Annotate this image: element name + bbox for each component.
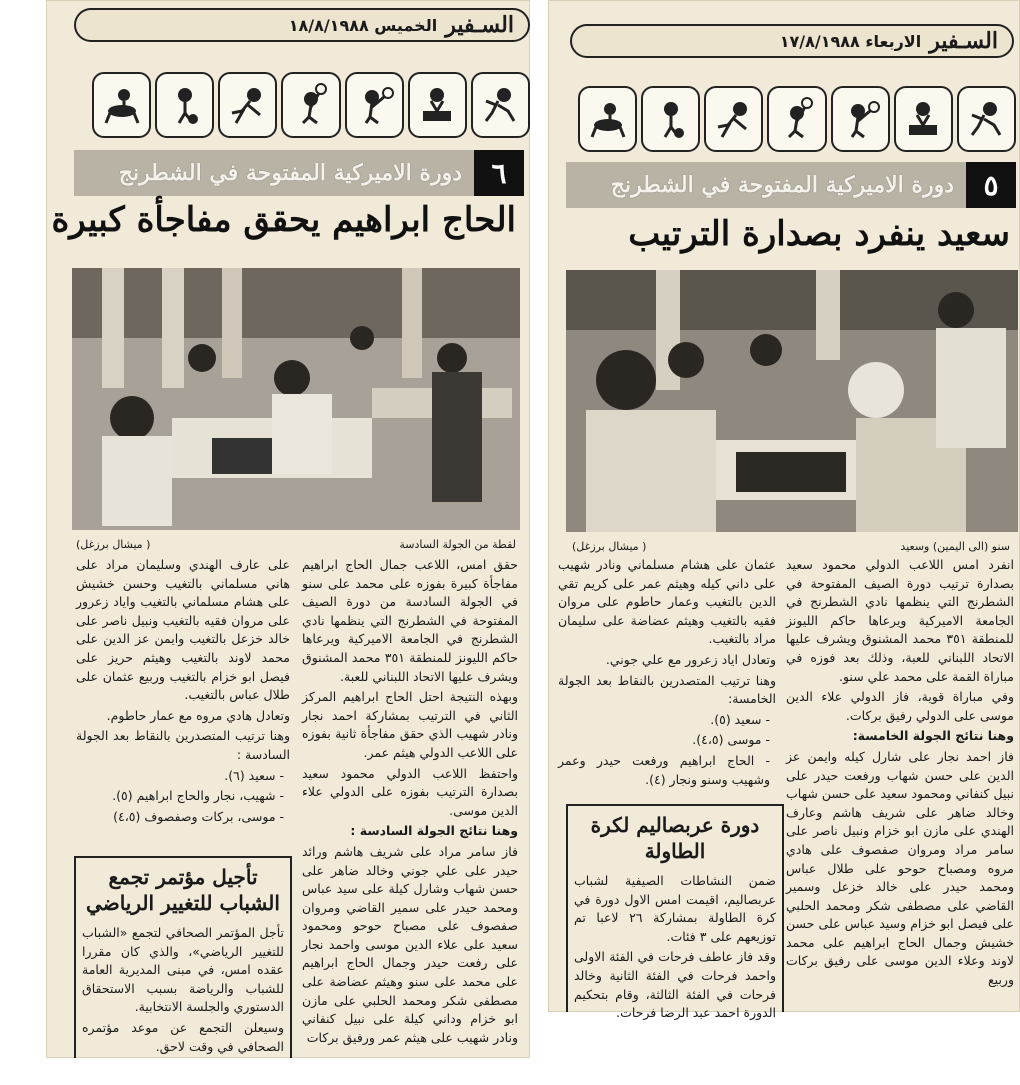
series-number: ٥ [966, 162, 1016, 208]
subheading: وهنا نتائج الجولة الخامسة: [852, 728, 1014, 744]
article-column-right [302, 556, 518, 1054]
box-body [568, 872, 782, 1023]
chess-cat-icon [408, 72, 467, 138]
headline: الحاج ابراهيم يحقق مفاجأة كبيرة [51, 200, 516, 240]
article-column-left [558, 556, 776, 800]
paragraph: وبهذه النتيجة احتل الحاج ابراهيم المركز الثاني في الترتيب بمشاركة احمد نجار ونادر شهيب الذي حقق مفاجأة ثانية بفوزه على اللاعب الدولي هيثم عمر. [302, 689, 518, 760]
photo-credit: ( ميشال برزغل) [572, 540, 647, 553]
photo-credit: ( ميشال برزغل) [76, 538, 151, 551]
sports-icon-strip [92, 72, 530, 138]
series-number: ٦ [474, 150, 524, 196]
newspaper-name: السـفير [929, 28, 998, 54]
football-cat-icon [155, 72, 214, 138]
right-clipping [548, 0, 1020, 1021]
basketball-cat-icon [281, 72, 340, 138]
runner-cat-icon [957, 86, 1016, 152]
chess-match-photo [566, 270, 1018, 532]
horse-rider-cat-icon [92, 72, 151, 138]
newspaper-name: السـفير [445, 12, 514, 38]
series-banner [566, 162, 1016, 208]
paragraph: عثمان على هشام مسلماني ونادر شهيب على داني كيله وهيثم عمر على كريم تقي الدين بالتغيب وعمار حاطوم على مروان فقيه بالتغيب وهيثم عضاضة على سليمان مراد بالتغيب. [558, 557, 776, 647]
box-title: تأجيل مؤتمر تجمع الشباب للتغيير الرياضي [86, 865, 280, 915]
article-column-right [786, 556, 1014, 1008]
chess-cat-icon [894, 86, 953, 152]
masthead [74, 8, 530, 42]
series-title: دورة الاميركية المفتوحة في الشطرنج [74, 150, 474, 196]
basketball-cat-icon [767, 86, 826, 152]
paragraph: وقد فاز عاطف فرحات في الفئة الاولى واحمد فرحات في الفئة الثانية وخالد فرحات في الفئة الثالثة، وقام بتحكيم الدورة احمد عبد الرضا فرحات. [574, 949, 776, 1021]
football-cat-icon [641, 86, 700, 152]
karate-cat-icon [218, 72, 277, 138]
paragraph: واحتفظ اللاعب الدولي محمود سعيد بصدارة الترتيب بفوزه على الدولي علاء الدين موسى. [302, 765, 518, 818]
masthead [570, 24, 1014, 58]
paragraph: انفرد امس اللاعب الدولي محمود سعيد بصدارة ترتيب دورة الصيف المفتوحة في الشطرنج التي ينظمها نادي الشطرنج في الجامعة الاميركية ويرعاها حاكم الليونز للمنطقة ٣٥١ محمد المشنوق ويشرف عليها الاتحاد اللبناني للعبة، وذلك بعد فوزه في مباراة القمة على محمد علي سنو. [786, 557, 1014, 684]
series-banner [74, 150, 524, 196]
paragraph: وتعادل اياد زعرور مع علي جوني. [605, 651, 776, 667]
paragraph: وتعادل هادي مروه مع عمار حاطوم. [106, 707, 290, 723]
paragraph: ضمن النشاطات الصيفية لشباب عربصاليم، اقيمت امس الاول دورة في كرة الطاولة بمشاركة ٢٦ لاعبا تم توزيعهم على ٣ فئات. [574, 873, 777, 944]
series-title: دورة الاميركية المفتوحة في الشطرنج [566, 162, 966, 208]
issue-date: الخميس ١٨/٨/١٩٨٨ [288, 15, 438, 35]
karate-cat-icon [704, 86, 763, 152]
paragraph: على عارف الهندي وسليمان مراد على هاني مسلماني بالتغيب وحسن خشيش على هشام مسلماني بالتغيب واياد زعرور على مروان فقيه بالتغيب ونبيل ناصر على خالد خزعل بالتغيب وايمن عز الدين على محمد لاوند بالتغيب وهيثم حريز على فيصل ابو خزام بالتغيب وربيع عثمان على طلال عباس بالتغيب. [76, 557, 290, 703]
standing-line: - شهيب، نجار والحاج ابراهيم (٥). [112, 788, 284, 804]
tennis-cat-icon [345, 72, 404, 138]
chess-tournament-photo [72, 268, 520, 530]
standing-line: - سعيد (٦). [224, 767, 284, 783]
standing-line: - موسى (٤،٥). [692, 732, 770, 748]
photo-caption: سنو (الى اليمين) وسعيد [900, 540, 1010, 553]
paragraph: وهنا ترتيب المتصدرين بالنقاط بعد الجولة السادسة : [76, 728, 290, 762]
issue-date: الاربعاء ١٧/٨/١٩٨٨ [779, 31, 922, 51]
sports-icon-strip [578, 86, 1016, 152]
paragraph: وفي مباراة قوية، فاز الدولي علاء الدين موسى على الدولي رفيق بركات. [786, 689, 1014, 723]
box-title: دورة عربصاليم لكرة الطاولة [590, 813, 760, 863]
tennis-cat-icon [831, 86, 890, 152]
runner-cat-icon [471, 72, 530, 138]
sidebar-box [566, 804, 784, 1021]
headline: سعيد ينفرد بصدارة الترتيب [628, 214, 1010, 254]
paragraph: وهنا ترتيب المتصدرين بالنقاط بعد الجولة الخامسة: [558, 672, 776, 707]
paragraph: تأجل المؤتمر الصحافي لتجمع «الشباب للتغيير الرياضي»، والذي كان مقررا عقده امس، في مبنى المديرية العامة للشباب والرياضة بسبب الاستحقاق الدستوري والجلسة الانتخابية. [82, 925, 284, 1015]
paragraph: فاز احمد نجار على شارل كيله وايمن عز الدين على حسن شهاب ورفعت حيدر على نبيل كنفاني ومحمود سعيد على حسن شهاب وخالد ضاهر على شريف هاشم وعارف الهندي على مازن ابو خزام ونبيل ناصر على سامر مراد ومروان صفصوف على هادي مروه ومصباح حوحو على طلال عباس ومحمد حيدر على خالد خزعل وسمير القاضي على مصطفى شكر ومحمد الحلبي على فيصل ابو خزام وسيد عباس على حسن خشيش وجمال الحاج ابراهيم على محمد لاوند وعلاء الدين موسى على رفيق بركات وربيع [786, 748, 1014, 988]
subheading: وهنا نتائج الجولة السادسة : [350, 823, 518, 839]
paragraph: حقق امس، اللاعب جمال الحاج ابراهيم مفاجأة كبيرة بفوزه على محمد على سنو في الجولة السادسة من دورة الصيف المفتوحة في الشطرنج التي ينظمها نادي الشطرنج في الجامعة الاميركية ويرعاها حاكم الليونز للمنطقة ٣٥١ محمد المشنوق ويشرف عليها الاتحاد اللبناني للعبة. [302, 557, 518, 684]
article-column-left [76, 556, 290, 848]
standing-line: - سعيد (٥). [710, 711, 770, 727]
standing-line: - موسى، بركات وصفصوف (٤،٥) [113, 808, 284, 824]
photo-caption: لقطة من الجولة السادسة [399, 538, 516, 551]
left-clipping [46, 0, 530, 1058]
paragraph: وسيعلن التجمع عن موعد مؤتمره الصحافي في وقت لاحق. [82, 1019, 284, 1054]
horse-rider-cat-icon [578, 86, 637, 152]
paragraph: فاز سامر مراد على شريف هاشم ورائد حيدر على علي جوني وخالد ضاهر على حسن شهاب وشارل كيلة على سيد عباس ومحمد حيدر على سمير القاضي ومروان صفصوف على مصباح حوحو ومحمود سعيد على علاء الدين موسى واحمد نجار على رفعت حيدر وجمال الحاج ابراهيم على محمد على سنو وهيثم عضاضة على مصطفى شكر ومحمد الحلبي على مازن ابو خزام وداني كيلة على نبيل كنفاني ونادر شهيب على هيثم عمر ورفيق بركات [302, 843, 518, 1045]
standing-line: - الحاج ابراهيم ورفعت حيدر وعمر وشهيب وسنو ونجار (٤). [558, 752, 770, 787]
box-body [76, 924, 290, 1056]
sidebar-box [74, 856, 292, 1058]
